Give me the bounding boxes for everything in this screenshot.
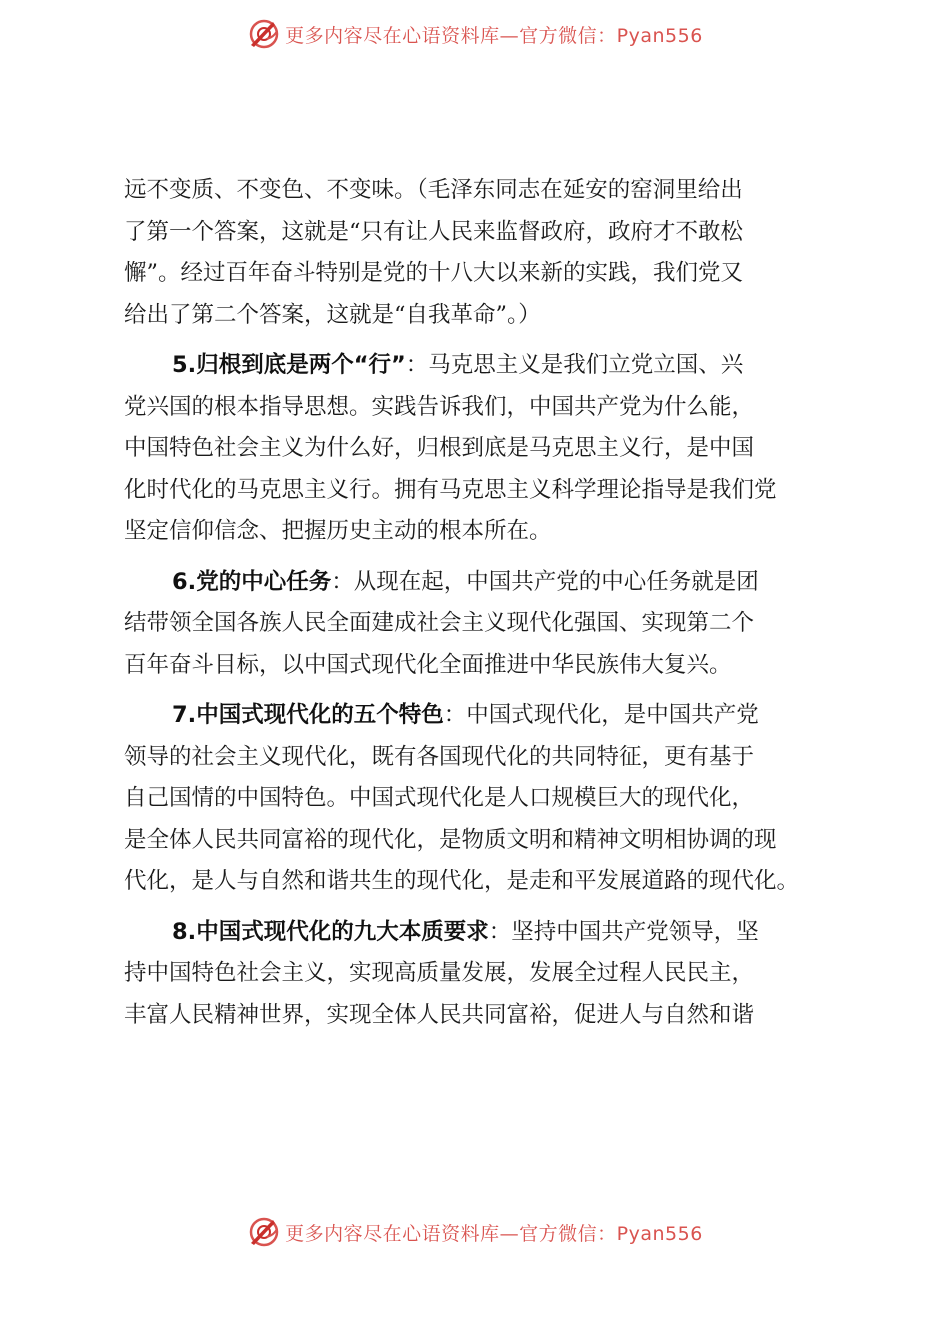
paragraph-item-7 <box>124 695 839 903</box>
footer-banner <box>0 1212 950 1252</box>
header-banner-text <box>285 21 703 48</box>
paragraph-item-6 <box>124 562 839 687</box>
text-line: 丰富人民精神世界，实现全体人民共同富裕，促进人与自然和谐 <box>124 1001 755 1028</box>
paragraph-continuation <box>124 170 839 336</box>
paragraph-lead-heading: 5.归根到底是两个“行” <box>172 352 406 378</box>
text-line: 中国特色社会主义为什么好，归根到底是马克思主义行，是中国 <box>124 435 755 461</box>
text-line <box>124 345 839 387</box>
text-line: 结带领全国各族人民全面建成社会主义现代化强国、实现第二个 <box>124 610 755 636</box>
brand-logo-icon <box>247 1215 281 1249</box>
text-line: 领导的社会主义现代化，既有各国现代化的共同特征，更有基于 <box>124 743 755 770</box>
paragraph-lead-heading: 8.中国式现代化的九大本质要求 <box>172 918 489 945</box>
text-line <box>124 912 839 954</box>
text-line-rest: ：坚持中国共产党领导，坚 <box>488 918 759 945</box>
text-line-rest: ：中国式现代化，是中国共产党 <box>443 702 759 728</box>
text-line: 是全体人民共同富裕的现代化，是物质文明和精神文明相协调的现 <box>124 826 777 853</box>
text-line: 自己国情的中国特色。中国式现代化是人口规模巨大的现代化， <box>124 785 755 811</box>
header-banner-en: Pyan556 <box>616 24 703 47</box>
paragraph-item-8 <box>124 912 839 1037</box>
text-line: 给出了第二个答案，这就是“自我革命”。） <box>124 301 541 328</box>
footer-banner-en: Pyan556 <box>616 1222 703 1245</box>
text-line: 持中国特色社会主义，实现高质量发展，发展全过程人民民主， <box>124 960 755 986</box>
paragraph-item-5 <box>124 345 839 553</box>
brand-logo-icon <box>247 17 281 51</box>
text-line <box>124 562 839 604</box>
paragraph-lead-heading: 6.党的中心任务 <box>172 568 332 595</box>
footer-banner-cn: 更多内容尽在心语资料库—官方微信： <box>285 1222 617 1245</box>
text-line-rest: ：马克思主义是我们立党立国、兴 <box>405 352 744 378</box>
text-line: 远不变质、不变色、不变味。（毛泽东同志在延安的窑洞里给出 <box>124 177 743 203</box>
text-line: 化时代化的马克思主义行。拥有马克思主义科学理论指导是我们党 <box>124 476 777 503</box>
text-line <box>124 695 839 737</box>
header-banner-cn: 更多内容尽在心语资料库—官方微信： <box>285 24 617 47</box>
footer-banner-text <box>285 1219 703 1246</box>
paragraph-lead-heading: 7.中国式现代化的五个特色 <box>172 702 444 728</box>
text-line: 懈”。经过百年奋斗特别是党的十八大以来新的实践，我们党又 <box>124 260 744 286</box>
text-line: 代化，是人与自然和谐共生的现代化，是走和平发展道路的现代化。 <box>124 868 800 894</box>
text-line: 坚定信仰信念、把握历史主动的根本所在。 <box>124 518 552 544</box>
header-banner <box>0 14 950 54</box>
document-body <box>124 170 839 1045</box>
text-line: 了第一个答案，这就是“只有让人民来监督政府，政府才不敢松 <box>124 218 744 245</box>
text-line: 百年奋斗目标，以中国式现代化全面推进中华民族伟大复兴。 <box>124 651 732 678</box>
text-line-rest: ：从现在起，中国共产党的中心任务就是团 <box>331 568 759 595</box>
text-line: 党兴国的根本指导思想。实践告诉我们，中国共产党为什么能， <box>124 393 755 420</box>
